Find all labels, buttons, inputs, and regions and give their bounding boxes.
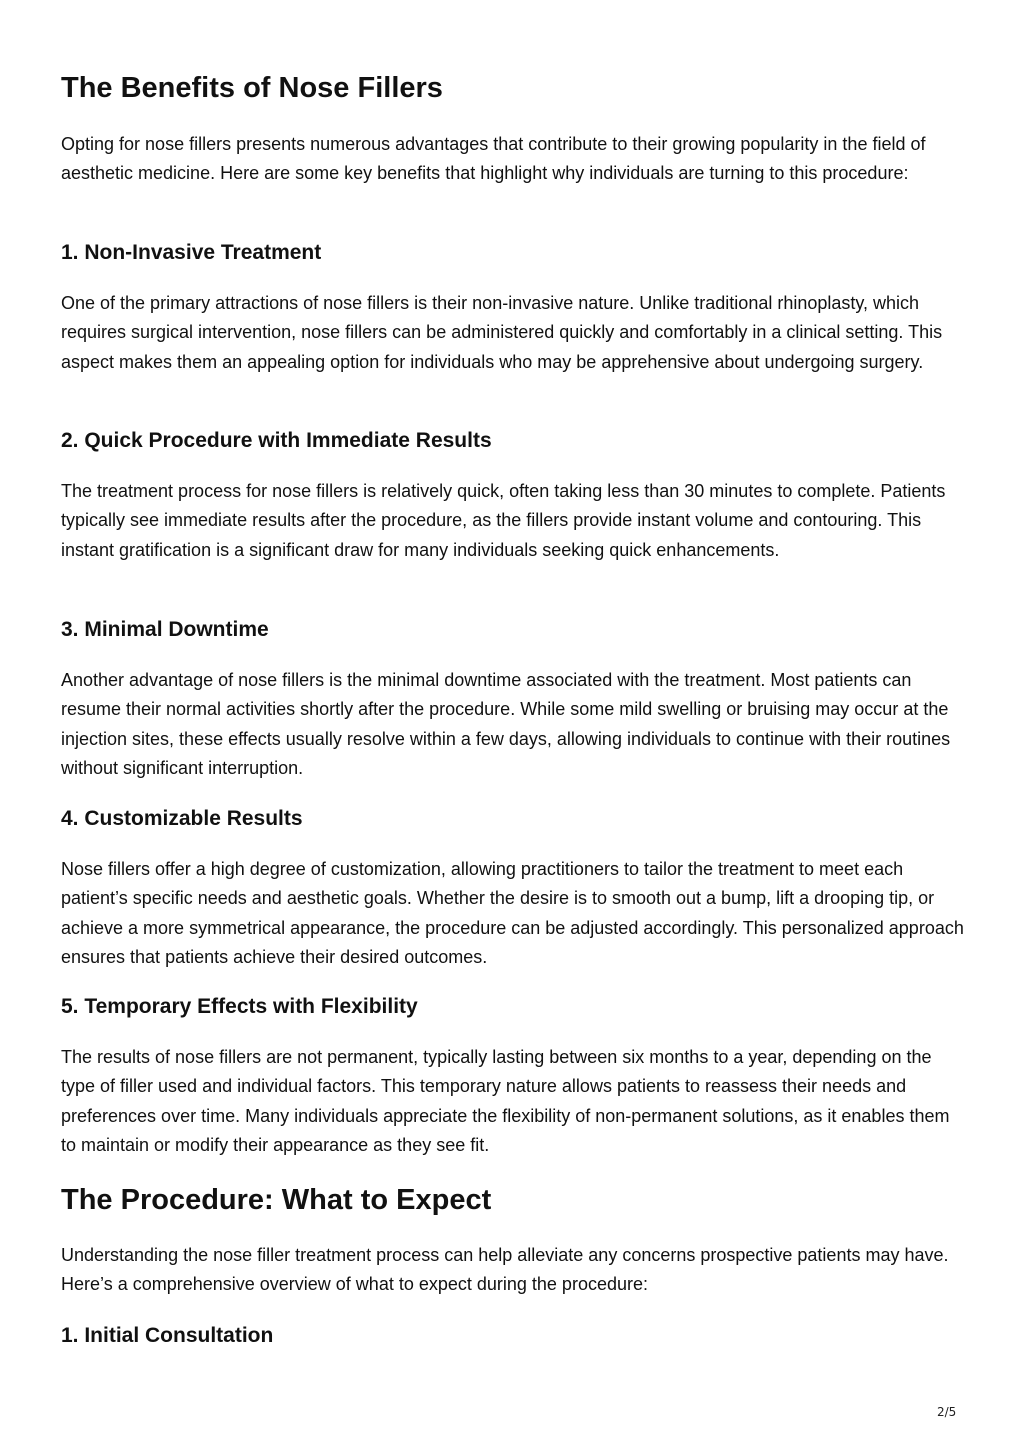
- benefit-heading-customizable: 4. Customizable Results: [61, 807, 303, 830]
- benefit-body-customizable: Nose fillers offer a high degree of customization, allowing practitioners to tailor the treatment to meet each patient’s specific needs and aesthetic goals. Whether the desire is to smooth out a bump, lift a drooping tip, or achieve a more symmetrical appearance, the procedure can be adjusted accordingly. This personalized approach ensures that patients achieve their desired outcomes.: [61, 859, 964, 967]
- benefit-body-quick-procedure: The treatment process for nose fillers is relatively quick, often taking less than 30 minutes to complete. Patients typically see immediate results after the procedure, as the fillers provide instant volume and contouring. This instant gratification is a significant draw for many individuals seeking quick enhancements.: [61, 481, 946, 560]
- section-intro-procedure: Understanding the nose filler treatment process can help alleviate any concerns prospective patients may have. Here’s a comprehensive overview of what to expect during the procedure:: [61, 1245, 949, 1295]
- page-number: 2/5: [937, 1405, 957, 1419]
- benefit-body-temporary: The results of nose fillers are not permanent, typically lasting between six months to a year, depending on the type of filler used and individual factors. This temporary nature allows patients to reassess their needs and preferences over time. Many individuals appreciate the flexibility of non-permanent solutions, as it enables them to maintain or modify their appearance as they see fit.: [61, 1047, 950, 1155]
- procedure-heading-consultation: 1. Initial Consultation: [61, 1324, 274, 1347]
- benefit-body-non-invasive: One of the primary attractions of nose fillers is their non-invasive nature. Unlike traditional rhinoplasty, which requires surgical intervention, nose fillers can be administered quickly and comfortably in a clinical setting. This aspect makes them an appealing option for individuals who may be apprehensive about undergoing surgery.: [61, 293, 943, 372]
- benefit-heading-temporary: 5. Temporary Effects with Flexibility: [61, 995, 418, 1018]
- section-title-procedure: The Procedure: What to Expect: [61, 1184, 492, 1216]
- benefit-heading-minimal-downtime: 3. Minimal Downtime: [61, 618, 269, 641]
- section-title-benefits: The Benefits of Nose Fillers: [61, 72, 443, 104]
- section-intro-benefits: Opting for nose fillers presents numerous advantages that contribute to their growing popularity in the field of aesthetic medicine. Here are some key benefits that highlight why individuals are turning to this procedure:: [61, 134, 926, 184]
- benefit-heading-quick-procedure: 2. Quick Procedure with Immediate Results: [61, 429, 492, 452]
- benefit-body-minimal-downtime: Another advantage of nose fillers is the minimal downtime associated with the treatment. Most patients can resume their normal activities shortly after the procedure. While some mild swelling or bruising may occur at the injection sites, these effects usually resolve within a few days, allowing individuals to continue with their routines without significant interruption.: [61, 670, 951, 778]
- benefit-heading-non-invasive: 1. Non-Invasive Treatment: [61, 241, 322, 264]
